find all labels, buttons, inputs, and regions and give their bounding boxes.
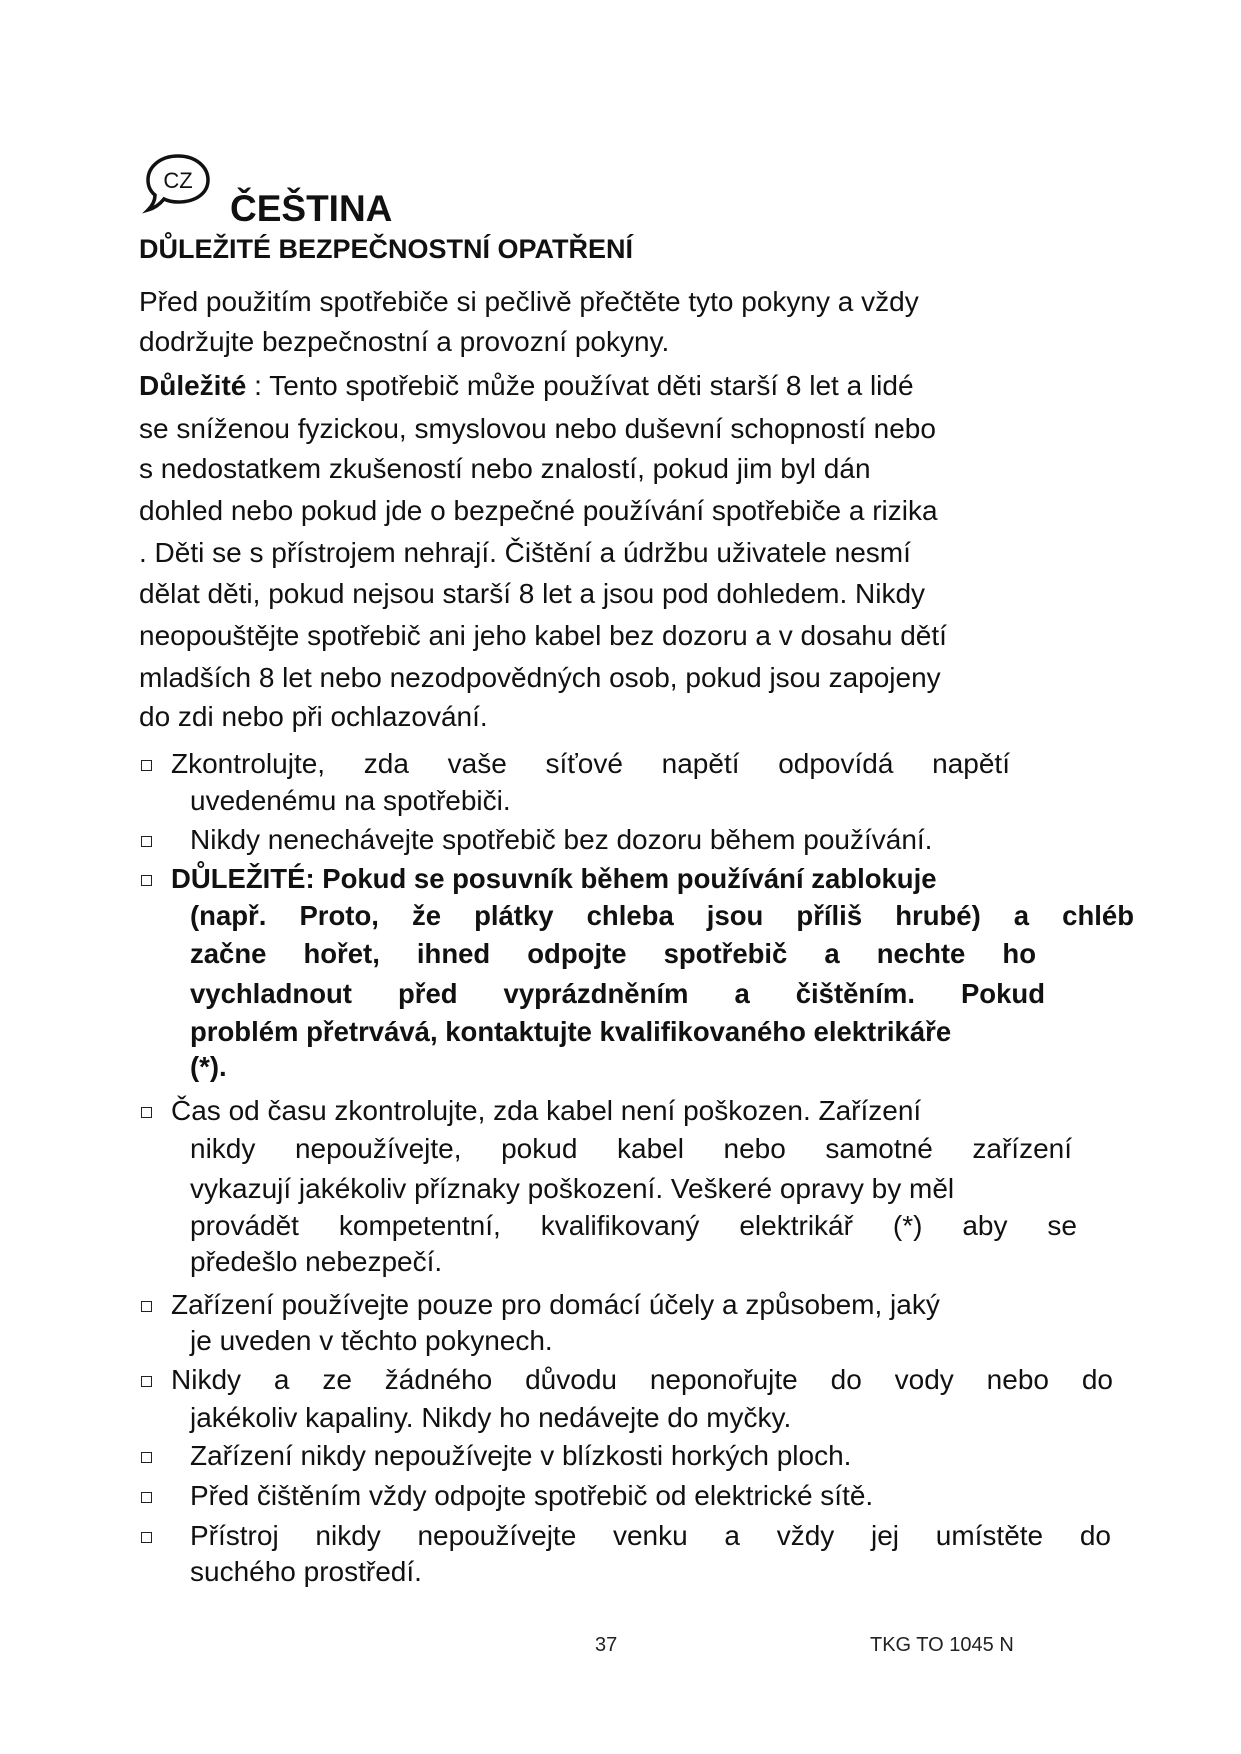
page-title: ČEŠTINA [230,188,393,229]
list-item-line: Nikdy a ze žádného důvodu neponořujte do vody nebo do [171,1364,1113,1395]
bullet-icon [141,836,152,847]
list-item-line: začne hořet, ihned odpojte spotřebič a nechte ho [190,938,1036,969]
important-line: do zdi nebo při ochlazování. [139,701,488,732]
bullet-icon [141,1301,152,1312]
bullet-icon [141,1452,152,1463]
intro-line: dodržujte bezpečnostní a provozní pokyny. [139,326,670,357]
list-item-line: předešlo nebezpečí. [190,1246,443,1277]
intro-line: Před použitím spotřebiče si pečlivě přečtěte tyto pokyny a vždy [139,286,919,317]
list-item-line: (*). [190,1051,227,1082]
list-item-line: DŮLEŽITÉ: Pokud se posuvník během používání zablokuje [171,863,937,894]
list-item-line: Zařízení používejte pouze pro domácí účely a způsobem, jaký [171,1289,940,1320]
list-item-line: nikdy nepoužívejte, pokud kabel nebo samotné zařízení [190,1133,1072,1164]
list-item-line: je uveden v těchto pokynech. [190,1325,553,1356]
important-line: se sníženou fyzickou, smyslovou nebo duševní schopností nebo [139,413,936,444]
model-number: TKG TO 1045 N [870,1634,1014,1656]
important-line [139,368,914,404]
important-label: Důležité [139,370,247,401]
bullet-icon [141,1532,152,1543]
bullet-icon [141,760,152,771]
important-text: : Tento spotřebič může používat děti starší 8 let a lidé [246,370,914,401]
important-line: dohled nebo pokud jde o bezpečné používání spotřebiče a rizika [139,495,938,526]
list-item-line: vychladnout před vyprázdněním a čištěním. Pokud [190,978,1045,1009]
list-item-line: (např. Proto, že plátky chleba jsou příliš hrubé) a chléb [190,900,1134,931]
list-item-line: jakékoliv kapaliny. Nikdy ho nedávejte do myčky. [190,1402,792,1433]
cz-language-icon [142,150,214,216]
page-number: 37 [595,1634,618,1656]
section-heading: DŮLEŽITÉ BEZPEČNOSTNÍ OPATŘENÍ [139,234,634,264]
bullet-icon [141,1107,152,1118]
list-item-line: problém přetrvává, kontaktujte kvalifikovaného elektrikáře [190,1016,952,1047]
list-item-line: uvedenému na spotřebiči. [190,785,511,816]
list-item-line: Přístroj nikdy nepoužívejte venku a vždy jej umístěte do [190,1520,1111,1551]
important-line: dělat děti, pokud nejsou starší 8 let a jsou pod dohledem. Nikdy [139,578,926,609]
list-item-line: Nikdy nenechávejte spotřebič bez dozoru během používání. [190,824,933,855]
important-line: mladších 8 let nebo nezodpovědných osob, pokud jsou zapojeny [139,662,941,693]
list-item-line: vykazují jakékoliv příznaky poškození. Veškeré opravy by měl [190,1173,955,1204]
svg-text:CZ: CZ [163,168,193,193]
list-item-line: provádět kompetentní, kvalifikovaný elektrikář (*) aby se [190,1210,1077,1241]
list-item-line: Čas od času zkontrolujte, zda kabel není poškozen. Zařízení [171,1095,922,1126]
list-item-line: Zkontrolujte, zda vaše síťové napětí odpovídá napětí [171,748,1010,779]
list-item-line: suchého prostředí. [190,1556,422,1587]
list-item-line: Zařízení nikdy nepoužívejte v blízkosti horkých ploch. [190,1440,852,1471]
important-line: s nedostatkem zkušeností nebo znalostí, pokud jim byl dán [139,453,871,484]
bullet-icon [141,1376,152,1387]
important-line: neopouštějte spotřebič ani jeho kabel bez dozoru a v dosahu dětí [139,620,947,651]
bullet-icon [141,1492,152,1503]
important-line: . Děti se s přístrojem nehrají. Čištění a údržbu uživatele nesmí [139,537,911,568]
bullet-icon [141,875,152,886]
list-item-line: Před čištěním vždy odpojte spotřebič od elektrické sítě. [190,1480,874,1511]
